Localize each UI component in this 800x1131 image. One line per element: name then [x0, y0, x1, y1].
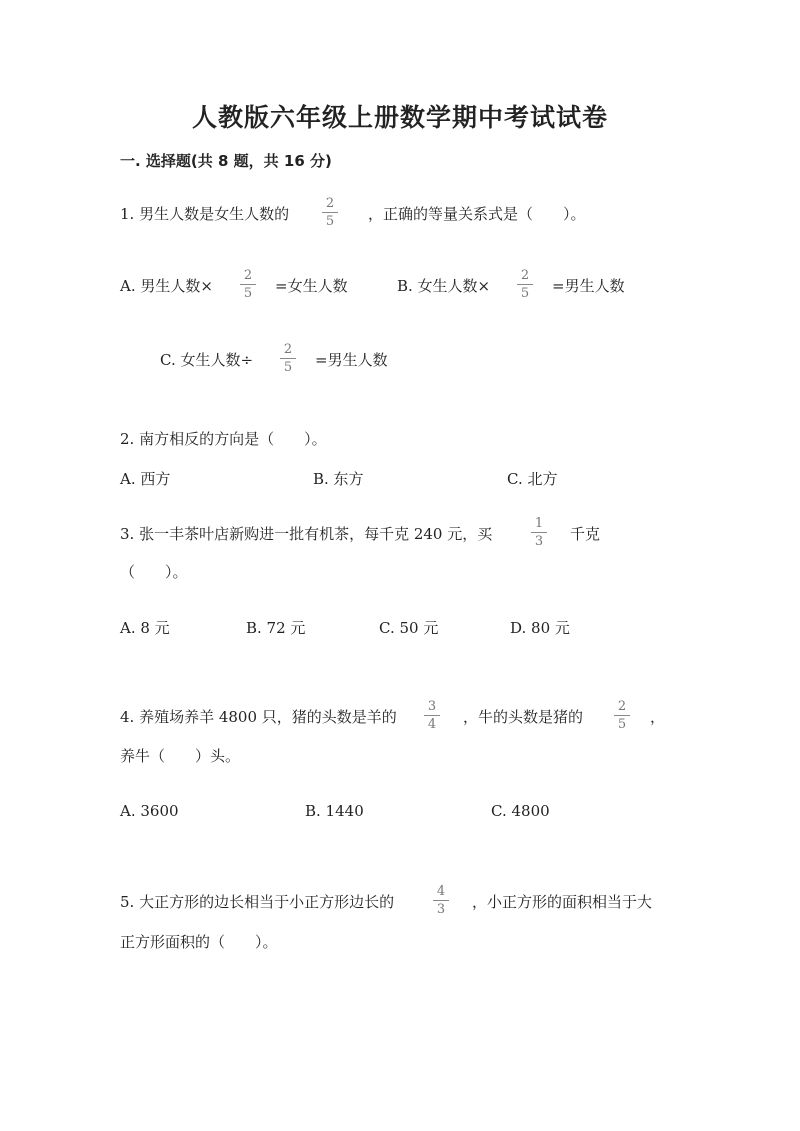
- question-5-stem-end: ，小正方形的面积相当于大: [472, 893, 653, 911]
- question-1-fraction: 2 5: [320, 196, 340, 229]
- question-2-option-b: B. 东方: [313, 470, 364, 488]
- question-3-stem-line2: （ ）。: [120, 563, 188, 581]
- question-4-option-a: A. 3600: [120, 802, 179, 820]
- question-2-option-c: C. 北方: [507, 470, 558, 488]
- page-title: 人教版六年级上册数学期中考试试卷: [191, 103, 608, 132]
- question-1-option-a: A. 男生人数×: [120, 277, 213, 295]
- question-1-option-b: B. 女生人数×: [397, 277, 491, 295]
- question-1-stem: 1. 男生人数是女生人数的: [120, 205, 290, 223]
- question-1-option-b-fraction: 2 5: [515, 268, 535, 301]
- question-4-stem-mid: ，牛的头数是猪的: [463, 708, 584, 726]
- question-4-stem: 4. 养殖场养羊 4800 只，猪的头数是羊的: [120, 708, 397, 726]
- question-2-option-a: A. 西方: [120, 470, 171, 488]
- question-3-option-b: B. 72 元: [246, 619, 306, 637]
- question-5-fraction: 4 3: [431, 884, 451, 917]
- question-3-stem: 3. 张一丰茶叶店新购进一批有机茶，每千克 240 元，买: [120, 525, 493, 543]
- question-5-stem: 5. 大正方形的边长相当于小正方形边长的: [120, 893, 395, 911]
- question-4-fraction-1: 3 4: [422, 699, 442, 732]
- question-3-option-c: C. 50 元: [379, 619, 439, 637]
- question-3-stem-end: 千克: [570, 525, 601, 543]
- question-4-fraction-2: 2 5: [612, 699, 632, 732]
- question-1-option-c-end: =男生人数: [315, 351, 388, 369]
- section-heading: 一. 选择题(共 8 题，共 16 分): [120, 152, 332, 170]
- question-1-option-b-end: =男生人数: [552, 277, 625, 295]
- question-1-option-c: C. 女生人数÷: [160, 351, 254, 369]
- question-5-stem-line2: 正方形面积的（ ）。: [120, 933, 278, 951]
- question-4-stem-line2: 养牛（ ）头。: [120, 747, 241, 765]
- question-1-option-a-end: =女生人数: [275, 277, 348, 295]
- question-1-option-c-fraction: 2 5: [278, 342, 298, 375]
- question-1-stem-end: ，正确的等量关系式是（ ）。: [368, 205, 586, 223]
- question-3-fraction: 1 3: [529, 516, 549, 549]
- question-4-stem-end: ，: [650, 708, 666, 726]
- question-3-option-a: A. 8 元: [120, 619, 170, 637]
- question-3-option-d: D. 80 元: [510, 619, 570, 637]
- question-1-option-a-fraction: 2 5: [238, 268, 258, 301]
- question-2-stem: 2. 南方相反的方向是（ ）。: [120, 430, 327, 448]
- question-4-option-c: C. 4800: [491, 802, 550, 820]
- question-4-option-b: B. 1440: [305, 802, 364, 820]
